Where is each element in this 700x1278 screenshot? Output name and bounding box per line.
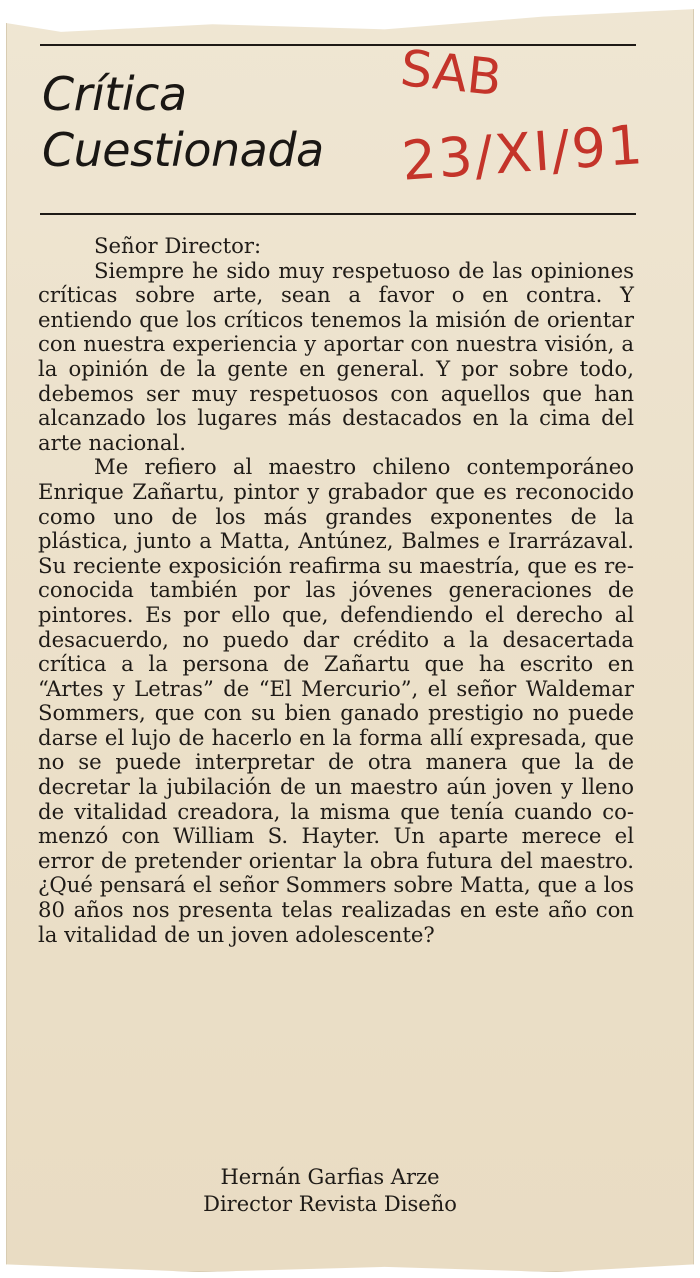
signature-name: Hernán Garfias Arze	[220, 1165, 440, 1189]
paragraph-1: Siempre he sido muy respetuoso de las opiniones críticas sobre arte, sean a favor o en contra. Y entiendo que los críticos tenemos la misión de orientar con nuestra experiencia y aportar con nuestra visión, a la opinión de la gente en general. Y por sobre todo, debemos ser muy respetuosos con aquellos que han alcanzado los lugares más destacados en la cima del arte nacional.	[38, 257, 634, 455]
annotation-line-1: SAB	[397, 38, 505, 108]
headline-line-2: Cuestionada	[42, 123, 324, 177]
signature-title: Director Revista Diseño	[203, 1192, 457, 1216]
salutation: Señor Director:	[94, 233, 262, 258]
bottom-rule	[40, 213, 636, 215]
annotation-line-2: 23/XI/91	[399, 112, 647, 193]
letter-body	[38, 234, 634, 947]
headline	[42, 66, 324, 178]
paragraph-2: Me refiero al maestro chileno contemporáneo Enrique Zañartu, pintor y grabador que es reconocido como uno de los más grandes exponentes de la plástica, junto a Matta, Antúnez, Balmes e Irarrázaval. Su reciente exposición reafirma su maestría, que es reconocida también por las jóvenes generaciones de pintores. Es por ello que, defendiendo el derecho al desacuerdo, no puedo dar crédito a la desacertada crítica a la persona de Zañartu que ha escrito en “Artes y Letras” de “El Mercurio”, el señor Waldemar Sommers, que con su bien ganado prestigio no puede darse el lujo de hacerlo en la forma allí expresada, que no se puede interpretar de otra manera que la de decretar la jubilación de un maestro aún joven y lleno de vitalidad creadora, la misma que tenía cuando comenzó con William S. Hayter. Un aparte merece el error de pretender orientar la obra futura del maestro. ¿Qué pensará el señor Sommers sobre Matta, que a los 80 años nos presenta telas realizadas en este año con la vitalidad de un joven adolescente?	[38, 454, 634, 947]
handwritten-date-annotation	[380, 38, 660, 218]
headline-line-1: Crítica	[42, 67, 187, 121]
signature-block	[0, 1164, 660, 1218]
